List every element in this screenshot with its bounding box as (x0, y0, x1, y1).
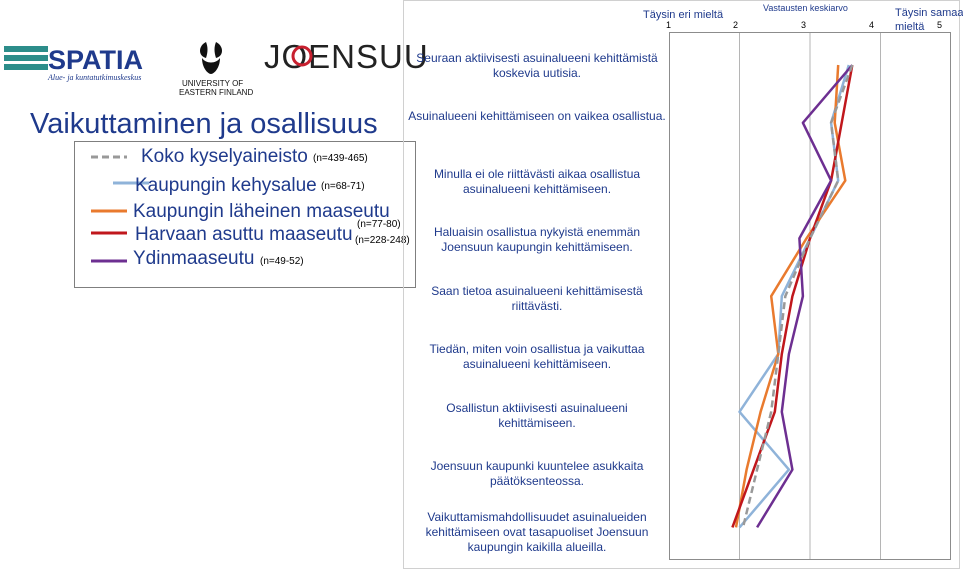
page-title: Vaikuttaminen ja osallisuus (30, 108, 378, 140)
uef-logo-line2: EASTERN FINLAND (179, 88, 254, 97)
spatia-logo (4, 42, 160, 82)
scale-label-agree-1: Täysin samaa (895, 7, 963, 19)
spatia-logo-text: SPATIA (48, 45, 144, 75)
statement-3: Minulla ei ole riittävästi aikaa osallistua asuinalueeni kehittämiseen. (433, 167, 641, 196)
statement-8: Joensuun kaupunki kuuntelee asukkaita päätöksenteossa. (430, 459, 644, 488)
uef-logo-line1: UNIVERSITY OF (182, 79, 244, 88)
scale-label-average: Vastausten keskiarvo (763, 3, 848, 13)
statement-7: Osallistun aktiivisesti asuinalueeni kehittämiseen. (446, 401, 628, 430)
statement-9: Vaikuttamismahdollisuudet asuinalueiden kehittämiseen ovat tasapuoliset Joensuun kaupungin kaikilla alueilla. (425, 510, 649, 554)
x-tick-5: 5 (937, 20, 943, 30)
statement-6: Tiedän, miten voin osallistua ja vaikuttaa asuinalueeni kehittämiseen. (429, 342, 645, 371)
x-tick-2: 2 (733, 20, 739, 30)
legend-label-ydin: Ydinmaaseutu (133, 248, 255, 269)
legend-swatch-koko (91, 155, 127, 159)
statement-4: Haluaisin osallistua nykyistä enemmän Joensuun kaupungin kehittämiseen. (433, 225, 641, 254)
scale-label-disagree: Täysin eri mieltä (643, 9, 724, 21)
joensuu-logo-text: JOENSUU (264, 38, 429, 75)
statement-5: Saan tietoa asuinalueeni kehittämisestä riittävästi. (431, 284, 643, 313)
legend-swatch-harvaan (91, 231, 127, 235)
gridlines (740, 33, 881, 559)
legend-label-kehysalue: Kaupungin kehysalue (135, 175, 317, 196)
legend-swatch-laheinen (91, 209, 127, 213)
uef-logo (178, 38, 252, 96)
series-line-kehysalue (740, 65, 849, 527)
legend-n-harvaan: (n=228-248) (355, 235, 410, 246)
legend-n-koko: (n=439-465) (313, 153, 368, 164)
legend-label-laheinen: Kaupungin läheinen maaseutu (133, 201, 390, 222)
legend-n-kehysalue: (n=68-71) (321, 181, 365, 192)
legend-label-harvaan: Harvaan asuttu maaseutu (135, 224, 353, 245)
series-lines (732, 65, 852, 527)
joensuu-logo (262, 36, 429, 76)
uef-emblem-icon (200, 42, 222, 74)
x-tick-1: 1 (666, 20, 672, 30)
chart-legend (74, 141, 416, 288)
legend-n-laheinen: (n=77-80) (357, 219, 401, 230)
statement-2: Asuinalueeni kehittämiseen on vaikea osallistua. (408, 109, 666, 123)
scale-label-agree-2: mieltä (895, 21, 925, 33)
legend-label-koko: Koko kyselyaineisto (141, 146, 308, 167)
x-tick-3: 3 (801, 20, 807, 30)
chart-panel (403, 0, 963, 569)
spatia-logo-subtext: Alue- ja kuntatutkimuskeskus (48, 73, 142, 82)
statement-1: Seuraan aktiivisesti asuinalueeni kehittämistä koskevia uutisia. (416, 51, 658, 80)
x-tick-4: 4 (869, 20, 875, 30)
legend-swatch-ydin (91, 259, 127, 263)
legend-n-ydin: (n=49-52) (260, 256, 304, 267)
